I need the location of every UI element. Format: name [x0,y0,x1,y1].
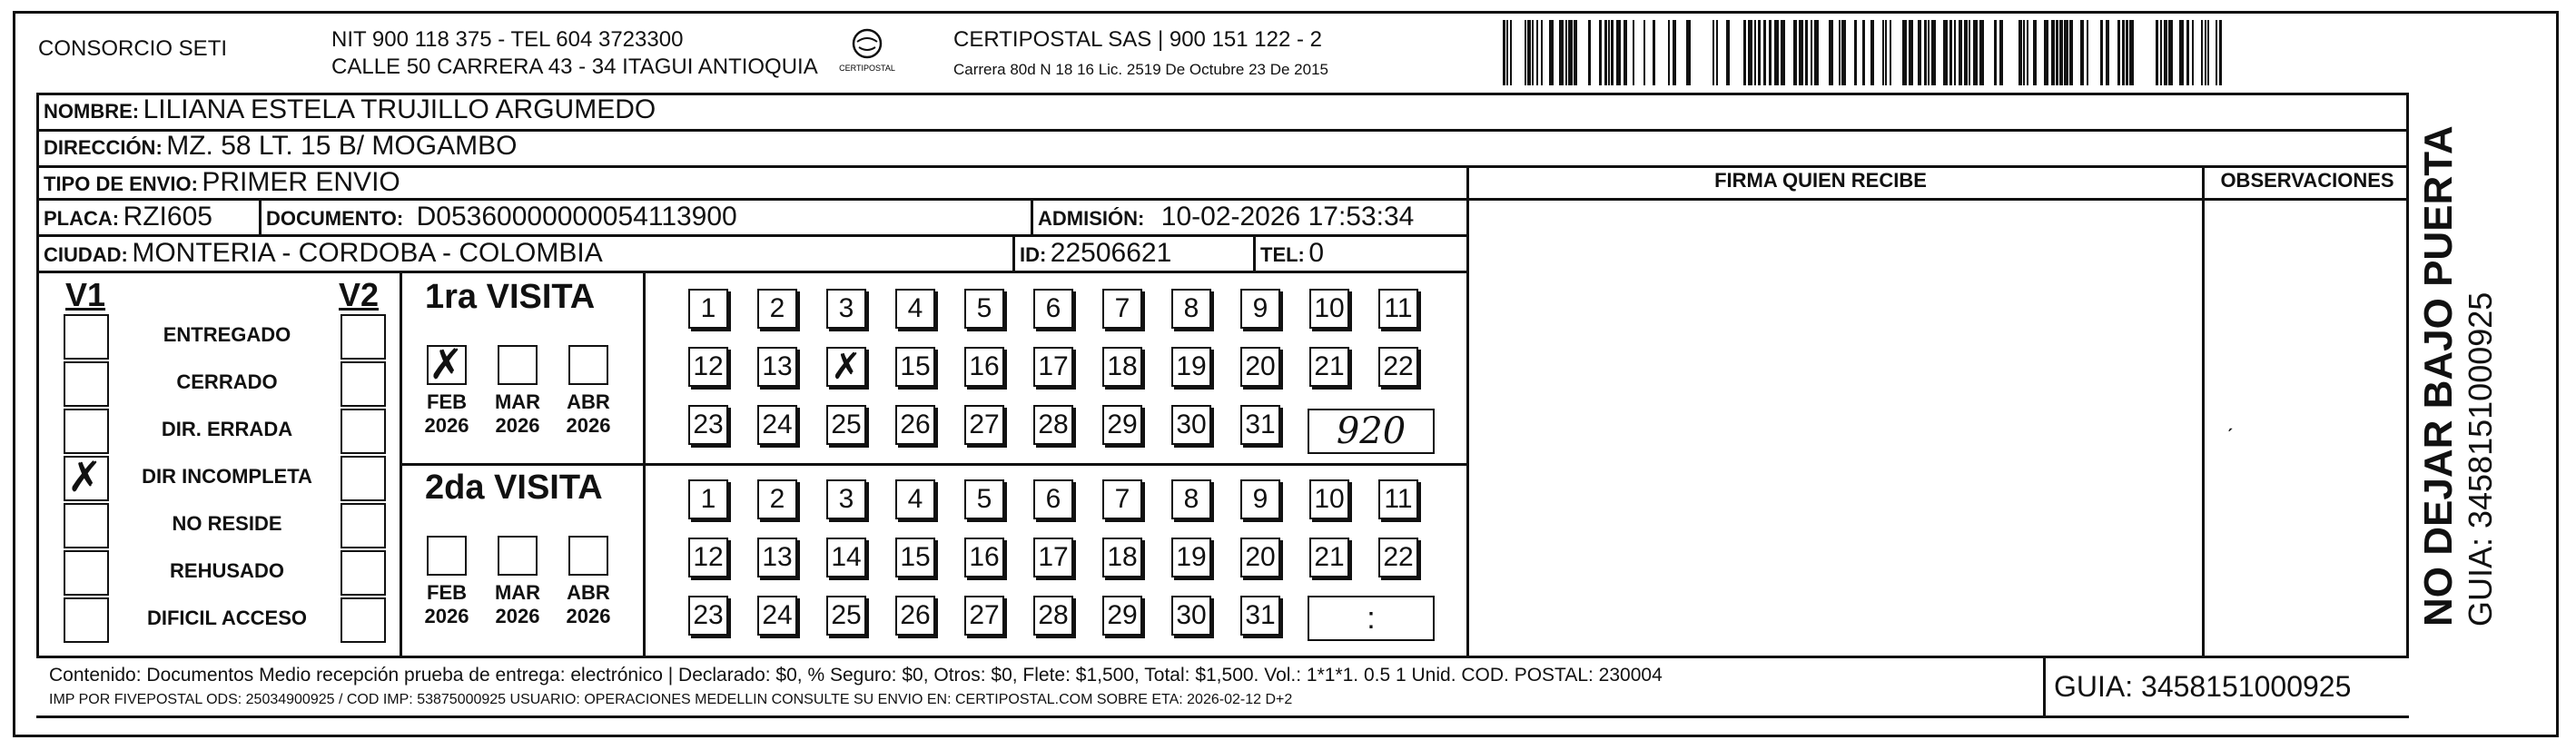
day-box[interactable] [757,347,797,387]
v2-checkbox[interactable] [341,409,386,454]
day-box[interactable] [1171,538,1211,577]
day-number: 18 [1107,542,1138,572]
visit2-time: : [1367,601,1376,636]
day-box[interactable] [1102,289,1142,329]
status-label: DIFICIL ACCESO [146,607,307,629]
month-checkbox[interactable] [427,536,467,576]
pen-mark: ˊ [2226,425,2234,449]
day-number: 10 [1314,293,1345,323]
day-number: 18 [1107,351,1138,381]
day-box[interactable] [964,347,1004,387]
day-box[interactable] [895,596,935,636]
day-box[interactable] [1378,289,1418,329]
day-box[interactable] [1309,289,1349,329]
ciudad-value: MONTERIA - CORDOBA - COLOMBIA [132,238,603,268]
month-label [418,581,476,628]
day-number: 29 [1107,600,1138,630]
month-year: 2026 [495,414,540,437]
v2-checkbox[interactable] [341,503,386,548]
day-number: 29 [1107,410,1138,439]
v2-header: V2 [339,276,380,313]
day-box[interactable] [688,405,728,445]
license-line: Carrera 80d N 18 16 Lic. 2519 De Octubre 23 De 2015 [953,61,1328,78]
v1-checkbox[interactable] [64,452,109,501]
day-number: 9 [1252,293,1268,323]
day-number: 26 [900,410,931,439]
day-number: 21 [1314,542,1345,572]
admision-value: 10-02-2026 17:53:34 [1160,202,1415,232]
day-number: 7 [1114,293,1130,323]
direccion-value: MZ. 58 LT. 15 B/ MOGAMBO [166,131,518,161]
month-checkbox[interactable] [498,345,538,385]
month-year: 2026 [566,605,611,627]
day-box[interactable] [964,479,1004,519]
day-box[interactable] [1240,289,1280,329]
day-box[interactable] [964,596,1004,636]
day-box[interactable] [826,347,866,387]
day-number: 14 [831,542,862,572]
check-mark-icon: ✗ [67,452,103,501]
day-box[interactable] [895,479,935,519]
placa-row [44,202,212,232]
direccion-label: DIRECCIÓN: [44,136,163,159]
v2-checkbox[interactable] [341,550,386,596]
day-number: 3 [838,484,854,514]
carrier-line: CERTIPOSTAL SAS | 900 151 122 - 2 [953,27,1322,52]
month-year: 2026 [424,605,469,627]
day-number: 15 [900,542,931,572]
day-number: 7 [1114,484,1130,514]
day-number: 25 [831,600,862,630]
nombre-value: LILIANA ESTELA TRUJILLO ARGUMEDO [143,94,656,124]
day-number: 5 [976,484,992,514]
day-box[interactable] [1378,538,1418,577]
day-box[interactable] [1033,479,1073,519]
footer-guia: GUIA: 3458151000925 [2054,670,2352,703]
day-number: 21 [1314,351,1345,381]
day-box[interactable] [895,347,935,387]
admision-label: ADMISIÓN: [1038,207,1145,230]
day-box[interactable] [688,538,728,577]
day-number: 16 [969,351,1000,381]
status-label: NO RESIDE [172,512,282,535]
day-number: 15 [900,351,931,381]
month-year: 2026 [424,414,469,437]
v2-checkbox[interactable] [341,361,386,407]
day-box[interactable] [895,405,935,445]
day-box[interactable] [1240,538,1280,577]
observaciones-header: OBSERVACIONES [2220,169,2394,192]
placa-label: PLACA: [44,207,120,230]
tipo-value: PRIMER ENVIO [202,167,400,197]
v1-checkbox[interactable] [64,597,109,643]
v2-checkbox[interactable] [341,597,386,643]
day-number: 25 [831,410,862,439]
visit2-title: 2da VISITA [425,469,603,507]
day-box[interactable] [1102,538,1142,577]
day-box[interactable] [1033,538,1073,577]
day-box[interactable] [826,596,866,636]
check-mark-icon: ✗ [429,340,464,389]
day-box[interactable] [688,347,728,387]
day-number: 13 [762,542,793,572]
day-number: 30 [1176,410,1207,439]
day-box[interactable] [1240,405,1280,445]
company-name: CONSORCIO SETI [38,36,228,61]
status-label: ENTREGADO [163,323,291,346]
day-number: 8 [1183,484,1199,514]
month-checkbox[interactable] [498,536,538,576]
day-box[interactable] [1378,479,1418,519]
id-label: ID: [1020,243,1047,266]
ciudad-row [44,238,603,269]
day-box[interactable] [1102,596,1142,636]
month-name: ABR [567,581,610,604]
documento-label: DOCUMENTO: [266,207,404,230]
day-box[interactable] [1240,479,1280,519]
month-checkbox[interactable] [427,340,467,389]
day-number: 31 [1245,600,1276,630]
direccion-row [44,131,517,162]
month-name: ABR [567,390,610,413]
day-box[interactable] [1171,596,1211,636]
day-number: 4 [907,484,923,514]
day-box[interactable] [688,596,728,636]
month-label [489,390,547,438]
visit1-time: 920 [1336,410,1406,452]
day-number: 12 [693,542,724,572]
day-box[interactable] [1102,347,1142,387]
day-number: 1 [700,293,716,323]
month-name: MAR [494,390,541,413]
day-box[interactable] [757,405,797,445]
day-number: 9 [1252,484,1268,514]
certipostal-logo [835,27,899,78]
day-number: 28 [1038,600,1069,630]
day-box[interactable] [757,289,797,329]
day-box[interactable] [826,289,866,329]
day-box[interactable] [1033,405,1073,445]
day-number: 6 [1045,484,1061,514]
day-box[interactable] [895,538,935,577]
day-number: 31 [1245,410,1276,439]
day-box[interactable] [688,289,728,329]
visit2-time-box [1308,596,1435,641]
status-label: REHUSADO [170,559,284,582]
month-label [559,581,617,628]
day-number: 17 [1038,542,1069,572]
day-number: 23 [693,410,724,439]
contenido-line: Contenido: Documentos Medio recepción prueba de entrega: electrónico | Declarado: $0, % Seguro: $0, Otros: $0, Flete: $1,500, Total: $1,500. Vol.: 1*1*1. 0.5 1 Unid. COD. POSTAL: 230004 [49,665,1663,686]
day-box[interactable] [964,405,1004,445]
day-box[interactable] [1171,347,1211,387]
ciudad-label: CIUDAD: [44,243,128,266]
day-box[interactable] [1033,289,1073,329]
day-box[interactable] [757,479,797,519]
tel-label: TEL: [1260,243,1305,266]
month-label [418,390,476,438]
documento-value: D05360000000054113900 [416,202,737,232]
day-number: 20 [1245,542,1276,572]
day-number: 27 [969,410,1000,439]
day-box[interactable] [688,479,728,519]
day-number: 28 [1038,410,1069,439]
barcode [1503,20,2229,85]
day-number: 12 [693,351,724,381]
day-number: 24 [762,410,793,439]
day-number: 22 [1383,542,1414,572]
nombre-row [44,94,656,125]
day-box[interactable] [826,405,866,445]
day-number: 2 [769,484,785,514]
visit1-time-box [1308,409,1435,454]
day-box[interactable] [1309,479,1349,519]
month-name: FEB [427,581,467,604]
day-number: 11 [1384,293,1413,323]
address-line: CALLE 50 CARRERA 43 - 34 ITAGUI ANTIOQUIA [331,54,818,79]
day-box[interactable] [1171,289,1211,329]
day-number: 4 [907,293,923,323]
side-main: NO DEJAR BAJO PUERTA [2416,125,2461,627]
day-number: 8 [1183,293,1199,323]
day-marked-icon: ✗ [831,346,862,388]
day-box[interactable] [1102,405,1142,445]
firma-header: FIRMA QUIEN RECIBE [1714,169,1927,192]
day-box[interactable] [1378,347,1418,387]
month-label [559,390,617,438]
imp-line: IMP POR FIVEPOSTAL ODS: 25034900925 / COD IMP: 53875000925 USUARIO: OPERACIONES MEDELLIN CONSULTE SU ENVIO EN: CERTIPOSTAL.COM SOBRE ETA: 2026-02-12 D+2 [49,692,1293,707]
month-year: 2026 [566,414,611,437]
month-checkbox[interactable] [568,536,608,576]
day-box[interactable] [1309,347,1349,387]
v2-checkbox[interactable] [341,456,386,501]
status-label: CERRADO [176,370,278,393]
month-label [489,581,547,628]
day-number: 24 [762,600,793,630]
day-box[interactable] [1033,347,1073,387]
day-box[interactable] [1033,596,1073,636]
v1-checkbox[interactable] [64,314,109,360]
tipo-label: TIPO DE ENVIO: [44,173,198,195]
day-box[interactable] [757,596,797,636]
status-label: DIR. ERRADA [161,418,293,440]
tel-row [1260,238,1324,269]
day-box[interactable] [1309,538,1349,577]
side-guia: GUIA: 3458151000925 [2462,291,2499,627]
day-number: 19 [1176,542,1207,572]
status-label: DIR INCOMPLETA [142,465,312,488]
day-number: 2 [769,293,785,323]
day-box[interactable] [964,289,1004,329]
day-number: 22 [1383,351,1414,381]
day-number: 1 [700,484,716,514]
v1-checkbox[interactable] [64,361,109,407]
v1-checkbox[interactable] [64,550,109,596]
day-number: 19 [1176,351,1207,381]
nit-line: NIT 900 118 375 - TEL 604 3723300 [331,27,684,52]
day-box[interactable] [895,289,935,329]
month-year: 2026 [495,605,540,627]
day-box[interactable] [964,538,1004,577]
day-box[interactable] [1171,405,1211,445]
day-number: 11 [1384,484,1413,514]
day-box[interactable] [826,479,866,519]
v1-checkbox[interactable] [64,409,109,454]
day-number: 3 [838,293,854,323]
day-box[interactable] [757,538,797,577]
documento-row [266,202,737,232]
day-number: 16 [969,542,1000,572]
day-number: 10 [1314,484,1345,514]
day-box[interactable] [1240,596,1280,636]
day-box[interactable] [826,538,866,577]
day-number: 30 [1176,600,1207,630]
v2-checkbox[interactable] [341,314,386,360]
admision-row [1038,202,1414,232]
day-box[interactable] [1171,479,1211,519]
v1-header: V1 [65,276,106,313]
day-number: 5 [976,293,992,323]
month-name: FEB [427,390,467,413]
day-number: 20 [1245,351,1276,381]
tipo-row [44,167,400,198]
v1-checkbox[interactable] [64,503,109,548]
tel-value: 0 [1308,238,1325,268]
day-box[interactable] [1240,347,1280,387]
visit1-title: 1ra VISITA [425,278,596,316]
day-box[interactable] [1102,479,1142,519]
id-row [1020,238,1171,269]
day-number: 17 [1038,351,1069,381]
day-number: 13 [762,351,793,381]
nombre-label: NOMBRE: [44,100,140,123]
day-number: 26 [900,600,931,630]
placa-value: RZI605 [123,202,212,232]
day-number: 27 [969,600,1000,630]
logo-text: CERTIPOSTAL [839,64,895,73]
month-checkbox[interactable] [568,345,608,385]
month-name: MAR [494,581,541,604]
day-number: 6 [1045,293,1061,323]
day-number: 23 [693,600,724,630]
id-value: 22506621 [1050,238,1172,268]
